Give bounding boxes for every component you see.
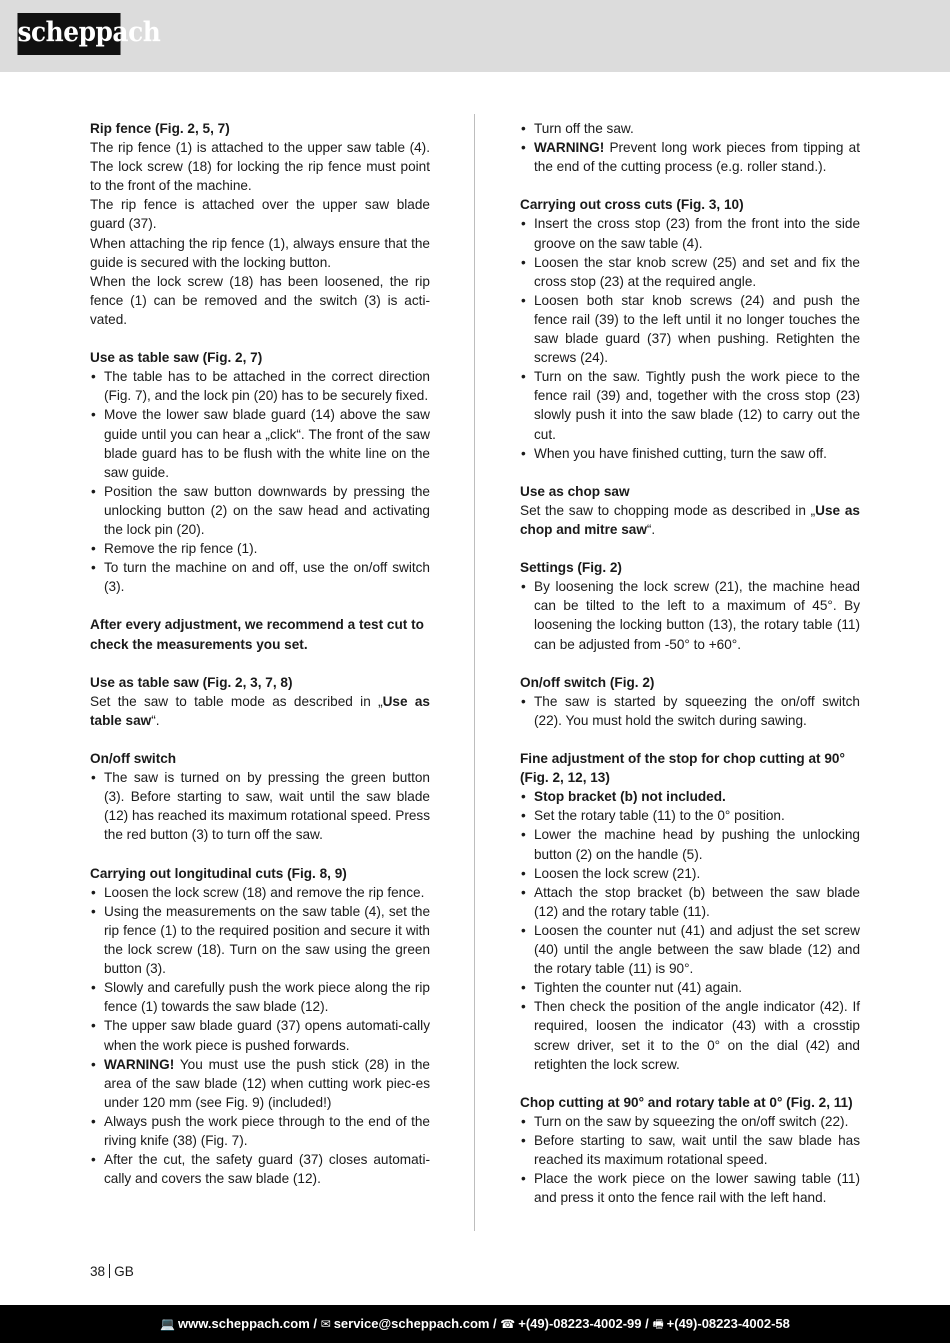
section-heading: On/off switch (Fig. 2): [520, 674, 655, 690]
list-item-text: Turn on the saw by squeezing the on/off switch (22).: [534, 1113, 849, 1129]
right-column: [520, 119, 860, 1207]
bullet-list: [520, 692, 860, 730]
section-heading: Carrying out cross cuts (Fig. 3, 10): [520, 197, 744, 213]
list-item-text: Always push the work piece through to the end of the riving knife (38) (Fig. 7).: [104, 1113, 430, 1148]
section: [90, 749, 430, 844]
bullet-list: [520, 214, 860, 462]
bullet-list: [520, 1112, 860, 1207]
list-item: [520, 1131, 860, 1169]
list-item: [520, 138, 860, 176]
bullet-list: [90, 367, 430, 596]
footer-email[interactable]: service@scheppach.com /: [333, 1316, 497, 1331]
paragraph-bold: Use as chop and mitre saw: [520, 502, 860, 537]
section: [520, 1093, 860, 1208]
list-item: [520, 787, 860, 806]
list-item-text: You must use the push stick (28) in the area of the saw blade (12) when cutting work piec-es under 120 mm (see Fig. 9) (included!): [104, 1056, 430, 1110]
list-item: [90, 1055, 430, 1112]
paragraph: When attaching the rip fence (1), always ensure that the guide is secured with the locking button.: [90, 235, 430, 270]
section-heading: Fine adjustment of the stop for chop cutting at 90° (Fig. 2, 12, 13): [520, 751, 845, 786]
list-item-text: Using the measurements on the saw table (4), set the rip fence (1) to the required position and secure it with the lock screw (18). Turn on the saw using the green button (3).: [104, 903, 430, 977]
list-item: [520, 214, 860, 252]
list-item-text: Loosen the lock screw (21).: [534, 865, 701, 881]
paragraph: [90, 692, 430, 730]
list-item: [520, 444, 860, 463]
paragraph-text: “.: [151, 712, 160, 728]
section: [520, 119, 860, 176]
list-item-text: Turn on the saw. Tightly push the work piece to the fence rail (39) and, together with the cross stop (23) slowly push it into the saw blade (12) to carry out the cut.: [534, 369, 860, 442]
bullet-list: [520, 787, 860, 1073]
section: [90, 615, 430, 653]
list-item-text: Tighten the counter nut (41) again.: [534, 980, 743, 996]
section-heading: Chop cutting at 90° and rotary table at 0° (Fig. 2, 11): [520, 1094, 853, 1110]
section-heading: Use as chop saw: [520, 483, 630, 499]
bullet-list: [520, 119, 860, 176]
list-item: [90, 883, 430, 902]
list-item: [90, 539, 430, 558]
list-item: [90, 1112, 430, 1150]
header-bar: [0, 0, 950, 72]
list-item-text: Turn off the saw.: [534, 121, 634, 136]
phone-icon: ☎: [500, 1317, 516, 1331]
list-item-text: Then check the position of the angle indicator (42). If required, loosen the indicator (43) with a crosstip screw driver, set it to the 0° on the dial (42) and retighten the lock screw.: [534, 999, 860, 1072]
paragraph: The rip fence (1) is attached to the upper saw table (4). The lock screw (18) for locking the rip fence must point to the front of the machine.: [90, 140, 430, 194]
paragraph: The rip fence is attached over the upper saw blade guard (37).: [90, 197, 430, 232]
section-heading: On/off switch: [90, 751, 177, 767]
list-item-text: The upper saw blade guard (37) opens automati-cally when the work piece is pushed forwards.: [104, 1018, 430, 1053]
list-item-text: After the cut, the safety guard (37) closes automati-cally and covers the saw blade (12).: [104, 1152, 430, 1187]
section-heading: Rip fence (Fig. 2, 5, 7): [90, 121, 230, 136]
list-item: [90, 1016, 430, 1054]
list-item-text: Before starting to saw, wait until the saw blade has reached its maximum rotational speed.: [534, 1132, 860, 1168]
list-item: [90, 902, 430, 978]
list-item: [90, 367, 430, 405]
list-item-text: Loosen both star knob screws (24) and push the fence rail (39) to the left until it no longer touches the saw blade guard (37) when pushing. Retighten the screws (24).: [534, 292, 860, 366]
paragraph-bold: Use as table saw: [90, 693, 430, 728]
bullet-list: [90, 768, 430, 844]
list-item: [90, 768, 430, 844]
footer-bar: [0, 1305, 950, 1343]
list-item: [520, 119, 860, 138]
list-item-text: When you have finished cutting, turn the saw off.: [534, 445, 827, 461]
left-column: [90, 119, 430, 1188]
list-item: [520, 1112, 860, 1131]
list-item-text: Insert the cross stop (23) from the front into the side groove on the saw table (4).: [534, 216, 860, 251]
list-item-text: To turn the machine on and off, use the on/off switch (3).: [104, 560, 430, 595]
footer-phone: +(49)-08223-4002-99 /: [518, 1316, 649, 1331]
list-item-text: Move the lower saw blade guard (14) above the saw guide until you can hear a „click“. The front of the saw blade guard has to be flush with the white line on the saw guide.: [104, 407, 430, 480]
list-item-text: Prevent long work pieces from tipping at the end of the cutting process (e.g. roller stand.).: [534, 140, 860, 175]
computer-icon: 💻: [160, 1317, 176, 1331]
section: [90, 348, 430, 596]
list-item: [520, 806, 860, 825]
list-item: [90, 558, 430, 596]
list-item: [520, 1169, 860, 1207]
list-item-bold: WARNING!: [534, 140, 605, 156]
footer-website[interactable]: www.scheppach.com /: [178, 1316, 317, 1331]
list-item: [90, 1150, 430, 1188]
paragraph: [520, 501, 860, 539]
list-item: [520, 253, 860, 291]
list-item: [90, 405, 430, 481]
list-item-text: By loosening the lock screw (21), the machine head can be tilted to the left to a maximum of 45°. By loosening the locking button (13), the rotary table (11) can be adjusted from -50° to +60°.: [534, 579, 860, 652]
list-item: [520, 921, 860, 978]
list-item: [520, 692, 860, 730]
section: [520, 749, 860, 1074]
list-item-text: The table has to be attached in the correct direction (Fig. 7), and the lock pin (20) has to be securely fixed.: [104, 369, 430, 404]
fax-icon: 🖷: [652, 1317, 664, 1331]
list-item-text: Set the rotary table (11) to the 0° position.: [534, 808, 785, 824]
section: [520, 482, 860, 539]
list-item: [520, 883, 860, 921]
page-separator: [109, 1264, 110, 1278]
list-item-text: Loosen the lock screw (18) and remove the rip fence.: [104, 884, 425, 900]
bullet-list: [520, 577, 860, 653]
section: [520, 673, 860, 730]
section: [520, 558, 860, 653]
section-heading: Carrying out longitudinal cuts (Fig. 8, 9): [90, 865, 347, 881]
list-item: [520, 577, 860, 653]
section-heading: Use as table saw (Fig. 2, 7): [90, 350, 263, 366]
list-item: [90, 978, 430, 1016]
list-item: [90, 482, 430, 539]
paragraph-text: Set the saw to table mode as described in „: [90, 693, 383, 709]
list-item: [520, 367, 860, 443]
list-item: [520, 825, 860, 863]
section-heading: Settings (Fig. 2): [520, 560, 622, 576]
list-item-bold: WARNING!: [104, 1056, 175, 1072]
page-number-value: 38: [90, 1264, 106, 1279]
column-divider: [474, 114, 475, 1231]
list-item: [520, 864, 860, 883]
footer-fax: +(49)-08223-4002-58: [666, 1316, 790, 1331]
list-item-text: Loosen the counter nut (41) and adjust the set screw (40) until the angle between the saw blade (12) and the rotary table (11) is 90°.: [534, 922, 860, 977]
section: [90, 119, 430, 329]
list-item-text: Remove the rip fence (1).: [104, 541, 258, 557]
section: [520, 195, 860, 462]
section-heading: Use as table saw (Fig. 2, 3, 7, 8): [90, 674, 293, 690]
envelope-icon: ✉: [320, 1317, 331, 1331]
section-heading: After every adjustment, we recommend a test cut to check the measurements you set.: [90, 617, 424, 652]
page-language: GB: [114, 1264, 134, 1279]
section: [90, 864, 430, 1189]
list-item-text: Attach the stop bracket (b) between the saw blade (12) and the rotary table (11).: [534, 884, 860, 919]
list-item-text: Lower the machine head by pushing the unlocking button (2) on the handle (5).: [534, 827, 860, 862]
list-item-text: Slowly and carefully push the work piece along the rip fence (1) towards the saw blade (12).: [104, 980, 430, 1015]
list-item-text: Position the saw button downwards by pressing the unlocking button (2) on the saw head and activating the lock pin (20).: [104, 483, 430, 537]
list-item: [520, 978, 860, 997]
bullet-list: [90, 883, 430, 1189]
list-item-text: The saw is started by squeezing the on/off switch (22). You must hold the switch during sawing.: [534, 693, 860, 728]
scheppach-logo: scheppach: [17, 13, 120, 55]
list-item-text: Place the work piece on the lower sawing table (11) and press it onto the fence rail with the left hand.: [534, 1171, 860, 1206]
paragraph: When the lock screw (18) has been loosened, the rip fence (1) can be removed and the switch (3) is acti-vated.: [90, 273, 430, 327]
list-item: [520, 291, 860, 367]
page-number: [90, 1264, 134, 1279]
list-item-text: Loosen the star knob screw (25) and set and fix the cross stop (23) at the required angle.: [534, 254, 860, 289]
list-item-text: The saw is turned on by pressing the green button (3). Before starting to saw, wait until the saw blade (12) has reached its maximum rotational speed. Press the red button (3) to turn off the saw.: [104, 770, 430, 843]
paragraph-text: “.: [646, 521, 656, 537]
section: [90, 673, 430, 730]
list-item: [520, 997, 860, 1073]
paragraph-text: Set the saw to chopping mode as described in „: [520, 502, 816, 518]
list-item-bold: Stop bracket (b) not included.: [534, 789, 726, 805]
